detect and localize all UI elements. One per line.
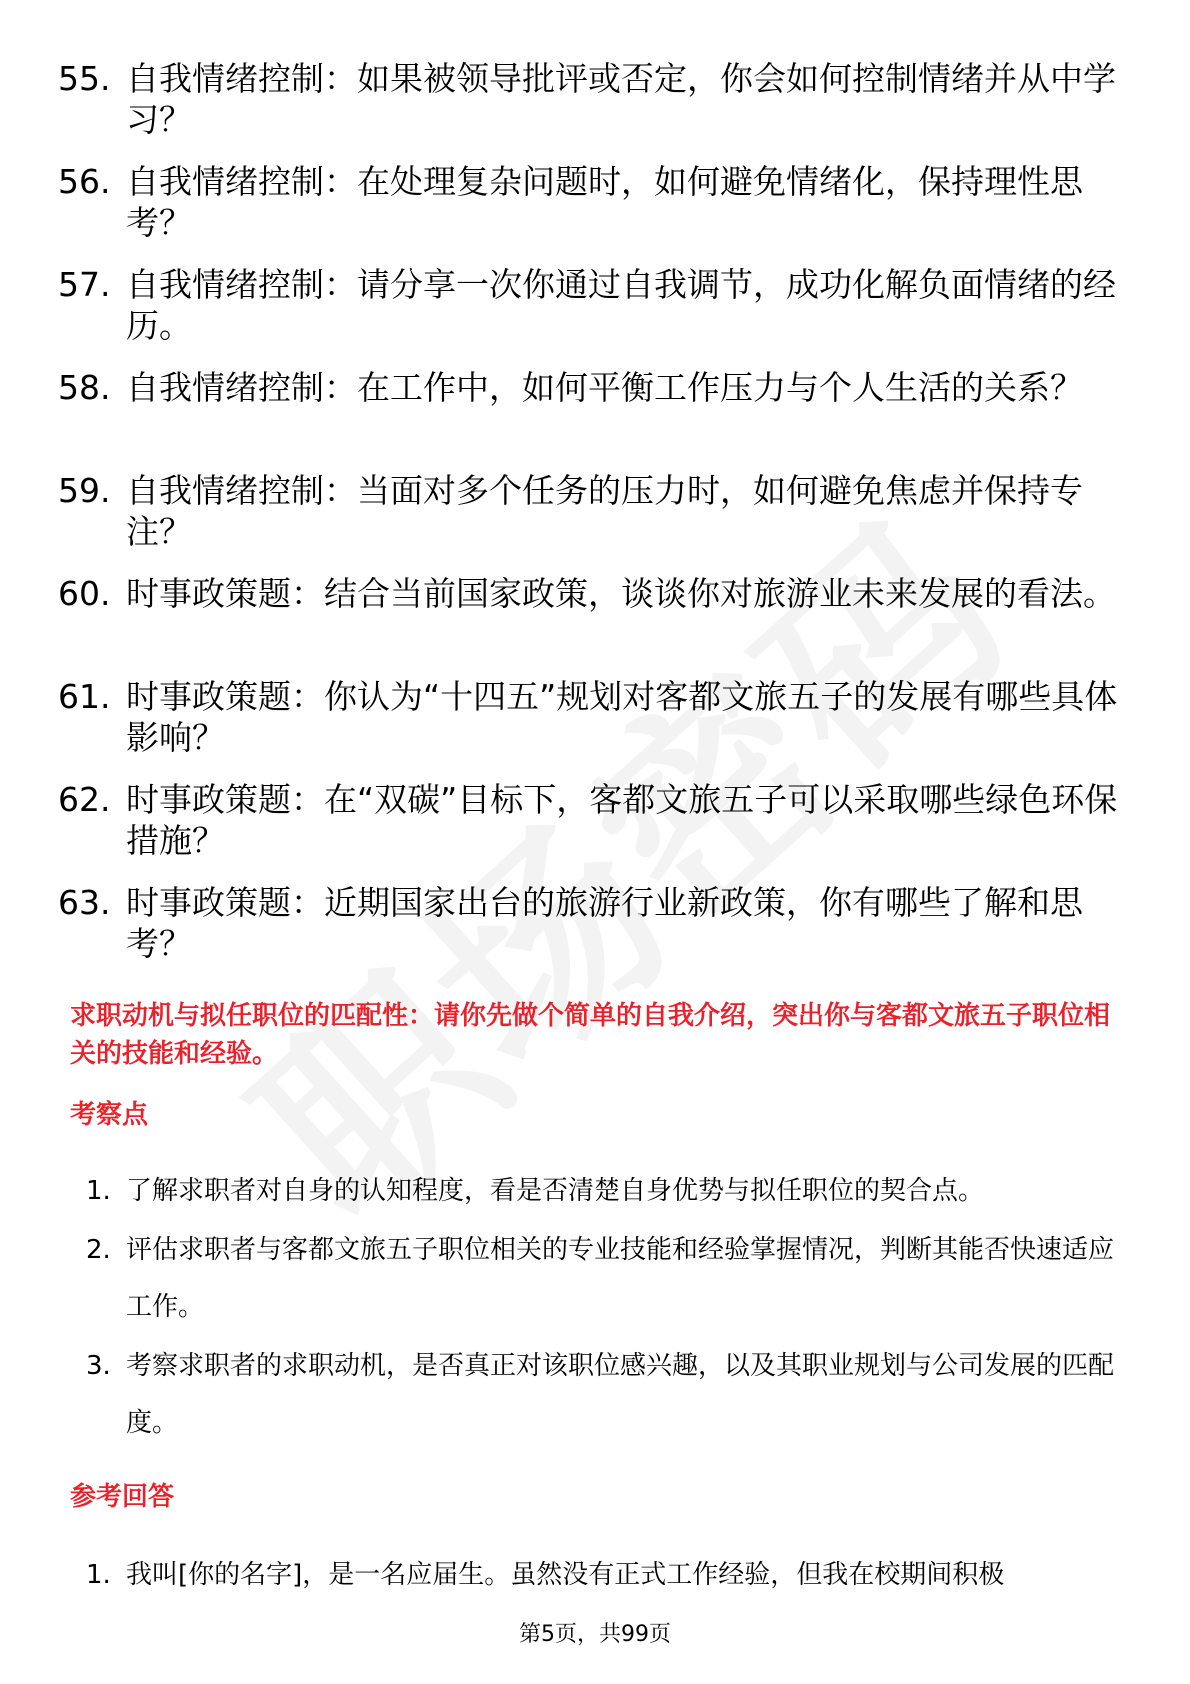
list-item [0,470,1190,573]
question-text: 自我情绪控制：请分享一次你通过自我调节，成功化解负面情绪的经历。 [126,265,1116,345]
question-text: 时事政策题：近期国家出台的旅游行业新政策，你有哪些了解和思考？ [126,883,1083,963]
question-text: 自我情绪控制：在工作中，如何平衡工作压力与个人生活的关系？ [126,368,1083,407]
question-number: 63. [58,883,111,922]
question-number: 59. [58,471,111,510]
question-number: 62. [58,780,111,819]
assessment-heading: 考察点 [70,1100,149,1130]
question-number: 61. [58,677,111,716]
list-text: 评估求职者与客都文旅五子职位相关的专业技能和经验掌握情况，判断其能否快速适应工作。 [126,1235,1115,1322]
question-text: 自我情绪控制：当面对多个任务的压力时，如何避免焦虑并保持专注？ [126,471,1083,551]
question-list [0,58,1190,985]
list-text: 了解求职者对自身的认知程度，看是否清楚自身优势与拟任职位的契合点。 [126,1176,985,1206]
list-text: 考察求职者的求职动机，是否真正对该职位感兴趣，以及其职业规划与公司发展的匹配度。 [126,1351,1115,1438]
question-text: 时事政策题：结合当前国家政策，谈谈你对旅游业未来发展的看法。 [126,574,1116,613]
question-number: 60. [58,574,111,613]
section-title: 求职动机与拟任职位的匹配性：请你先做个简单的自我介绍，突出你与客都文旅五子职位相关的技能和经验。 [70,1001,1111,1069]
list-item [0,58,1190,161]
question-number: 55. [58,59,111,98]
page-number: 第5页，共99页 [519,1622,671,1647]
question-number: 58. [58,368,111,407]
question-text: 时事政策题：你认为“十四五”规划对客都文旅五子的发展有哪些具体影响？ [126,677,1118,757]
list-number: 3. [86,1351,111,1381]
list-number: 2. [86,1235,111,1265]
question-text: 自我情绪控制：在处理复杂问题时，如何避免情绪化，保持理性思考？ [126,162,1083,242]
list-item [0,161,1190,264]
question-number: 56. [58,162,111,201]
question-text: 时事政策题：在“双碳”目标下，客都文旅五子可以采取哪些绿色环保措施？ [126,780,1118,860]
question-number: 57. [58,265,111,304]
list-item [0,779,1190,882]
list-item [0,676,1190,779]
list-text: 我叫[你的名字]，是一名应届生。虽然没有正式工作经验，但我在校期间积极 [126,1560,1005,1590]
list-item [0,264,1190,367]
question-text: 自我情绪控制：如果被领导批评或否定，你会如何控制情绪并从中学习？ [126,59,1116,139]
list-item [0,882,1190,985]
reference-heading: 参考回答 [70,1482,175,1512]
list-number: 1. [86,1560,111,1590]
list-item [0,367,1190,470]
list-number: 1. [86,1176,111,1206]
list-item [0,573,1190,676]
